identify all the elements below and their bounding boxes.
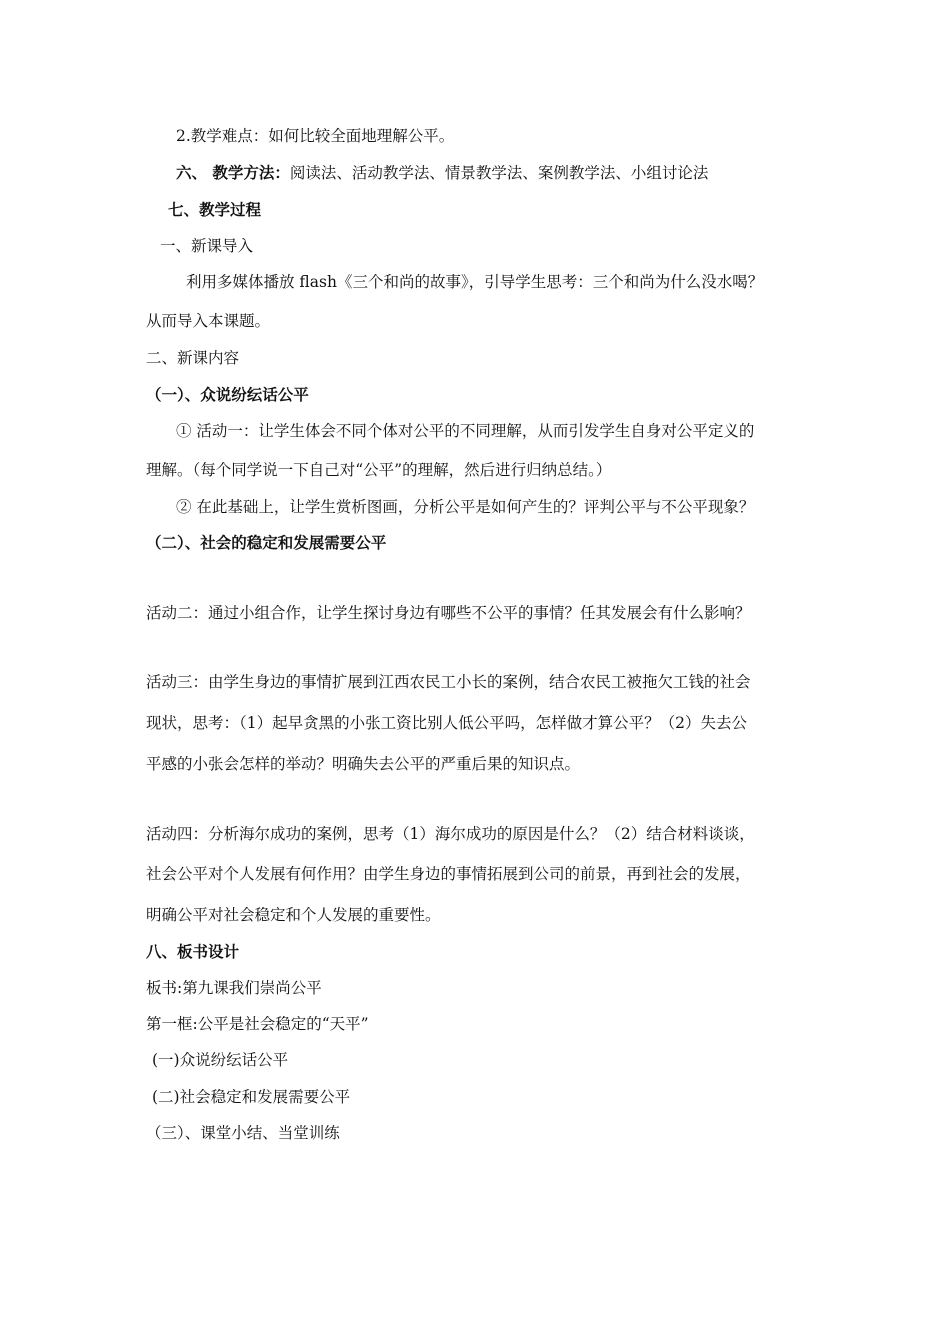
board-line: (二)社会稳定和发展需要公平: [152, 1088, 351, 1106]
paragraph-line: 明确公平对社会稳定和个人发展的重要性。: [146, 906, 441, 924]
section-heading-2: （二）、社会的稳定和发展需要公平: [146, 533, 387, 552]
paragraph-line: ① 活动一：让学生体会不同个体对公平的不同理解，从而引发学生自身对公平定义的: [176, 422, 755, 440]
paragraph-line: 从而导入本课题。: [146, 312, 271, 330]
section-heading-process: 七、教学过程: [168, 200, 262, 219]
paragraph-line: ② 在此基础上，让学生赏析图画，分析公平是如何产生的？评判公平与不公平现象？: [176, 498, 755, 516]
teaching-methods-label: 六、 教学方法：: [176, 163, 290, 182]
subheading-intro: 一、新课导入: [160, 237, 254, 255]
section-heading-1: （一）、众说纷纭话公平: [146, 385, 309, 404]
paragraph-line: 平感的小张会怎样的举动？明确失去公平的严重后果的知识点。: [146, 755, 581, 773]
paragraph-line: 社会公平对个人发展有何作用？由学生身边的事情拓展到公司的前景，再到社会的发展，: [146, 865, 751, 883]
paragraph-line: 利用多媒体播放 flash《三个和尚的故事》，引导学生思考：三个和尚为什么没水喝？: [186, 273, 764, 291]
board-line: （三）、课堂小结、当堂训练: [146, 1124, 340, 1142]
teaching-difficulty: 2.教学难点：如何比较全面地理解公平。: [176, 127, 455, 145]
teaching-methods-text: 阅读法、活动教学法、情景教学法、案例教学法、小组讨论法: [289, 164, 709, 182]
paragraph-line: 现状，思考：（1）起早贪黑的小张工资比别人低公平吗，怎样做才算公平？（2）失去公: [146, 714, 747, 732]
board-line: 第一框:公平是社会稳定的“天平”: [146, 1015, 369, 1033]
section-heading-board: 八、板书设计: [146, 942, 240, 961]
board-line: 板书:第九课我们崇尚公平: [146, 979, 322, 997]
subheading-content: 二、新课内容: [146, 349, 240, 367]
teaching-methods: [176, 163, 708, 183]
paragraph-line: 活动三：由学生身边的事情扩展到江西农民工小长的案例，结合农民工被拖欠工钱的社会: [146, 673, 751, 691]
paragraph-line: 理解。（每个同学说一下自己对“公平”的理解，然后进行归纳总结。）: [146, 461, 612, 479]
paragraph-line: 活动二：通过小组合作，让学生探讨身边有哪些不公平的事情？任其发展会有什么影响？: [146, 604, 751, 622]
board-line: (一)众说纷纭话公平: [152, 1051, 289, 1069]
paragraph-line: 活动四：分析海尔成功的案例，思考（1）海尔成功的原因是什么？（2）结合材料谈谈，: [146, 825, 755, 843]
